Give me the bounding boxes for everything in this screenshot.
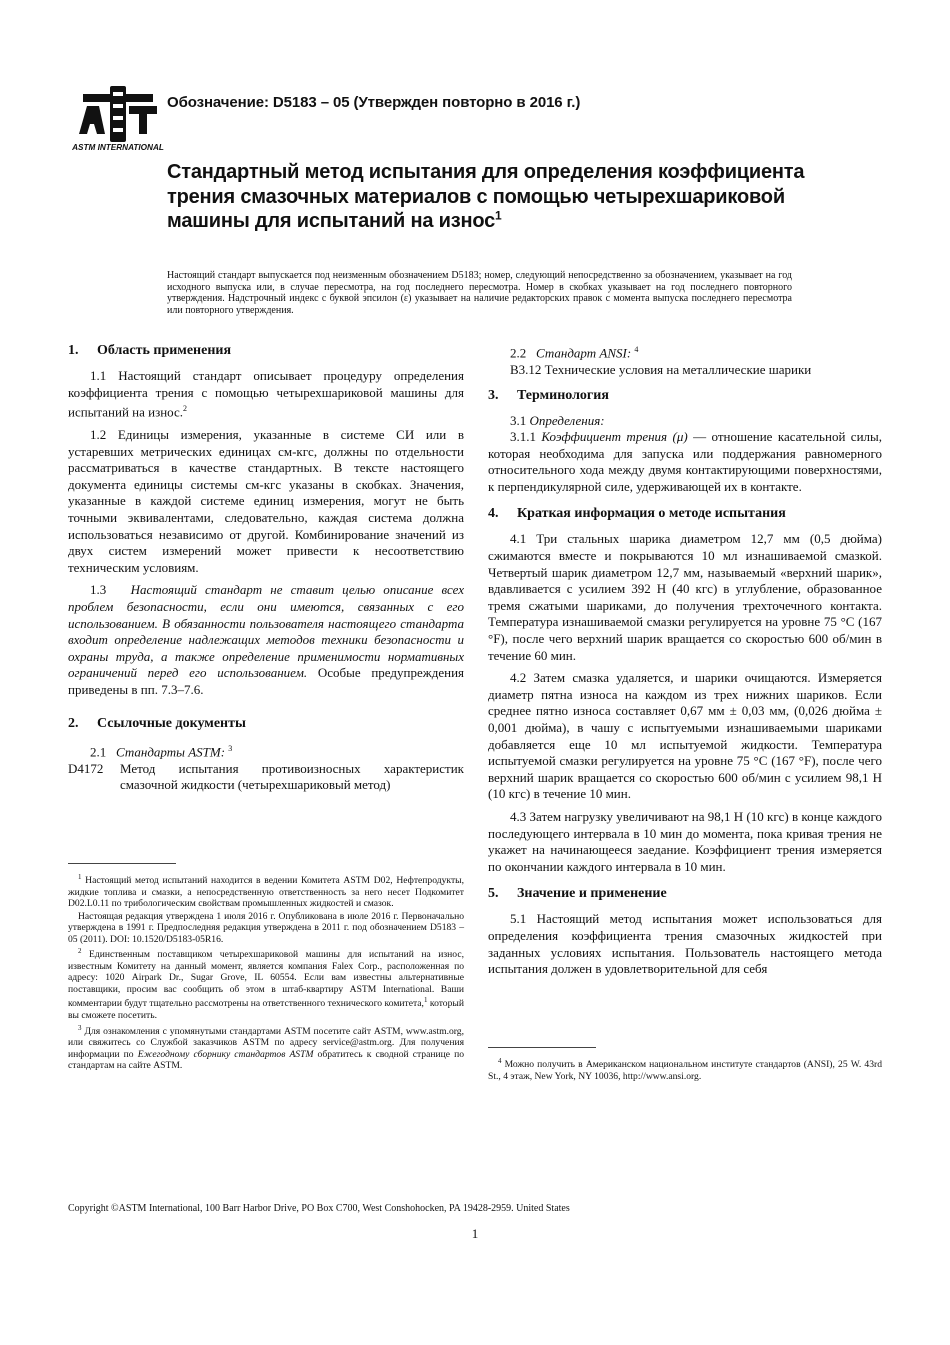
paragraph-1-2: 1.2 Единицы измерения, указанные в системе СИ или в устаревших метрических единицах см-кгс, должны по отдельности рассматриваться в качестве стандартных. В тексте настоящего документа единицы системы см-кгс указаны в скобках. Значения, указанные в каждой системе единиц измерения, могут не быть точными эквивалентами, следовательно, каждая система должна использоваться независимо от другой. Комбинирование значений из двух систем измерений может привести к несоответствию техническим условиям. bbox=[68, 427, 464, 575]
footnote-3: $^3$ Для ознакомления с упомянутыми стандартами ASTM посетите сайт ASTM, www.astm.org, или свяжитесь со Службой заказчиков ASTM по адресу service@astm.org. Для получения информации по Ежегодному сборнику стандартов ASTM обратитесь к сводной странице по стандартам на сайте ASTM. bbox=[68, 1023, 465, 1072]
paragraph-1-1: 1.1 Настоящий стандарт описывает процедуру определения коэффициента трения с помощью четырехшариковой машины для испытаний на износ.$^2$ bbox=[68, 368, 464, 420]
section-2-heading: 2. Ссылочные документы bbox=[68, 715, 246, 731]
logo-text: ASTM INTERNATIONAL bbox=[72, 143, 164, 152]
footnote-4: $^4$ Можно получить в Американском национальном институте стандартов (ANSI), 25 W. 43rd St., 4 этаж, New York, NY 10036, http://www.ansi.org. bbox=[488, 1057, 882, 1082]
title-footnote-ref[interactable]: 1 bbox=[495, 208, 502, 223]
astm-standards-label: 2.1 Стандарты ASTM: $^3$ bbox=[90, 743, 233, 759]
paragraph-1-3: 1.3 Настоящий стандарт не ставит целью описание всех проблем безопасности, если они имеются, связанных с его использованием. В обязанности пользователя настоящего стандарта входит определение надлежащих методов техники безопасности и охраны труда, а также определение применимости нормативных ограничений перед его использованием. Особые предупреждения приведены в пп. 7.3–7.6. bbox=[68, 582, 465, 698]
preamble: Настоящий стандарт выпускается под неизменным обозначением D5183; номер, следующий непосредственно за обозначением, указывает на год исходного выпуска или, в случае пересмотра, на год последнего пересмотра. Номер в скобках указывает на год последнего повторного утверждения. Надстрочный индекс с буквой эпсилон (ε) указывает на наличие редакторских правок с момента выпуска последнего пересмотра или повторного утверждения. bbox=[167, 270, 792, 317]
copyright-notice: Copyright ©ASTM International, 100 Barr Harbor Drive, PO Box C700, West Conshohocken, PA 19428-2959. United States bbox=[68, 1203, 570, 1214]
ansi-standard-label: 2.2 Стандарт ANSI: $^4$ bbox=[510, 345, 639, 361]
footnotes-right bbox=[488, 1047, 882, 1083]
right-column bbox=[488, 342, 882, 984]
title-text: Стандартный метод испытания для определения коэффициента трения смазочных материалов с помощью четырехшариковой машины для испытаний на износ bbox=[167, 161, 805, 232]
astm-logo bbox=[72, 84, 164, 152]
footnotes-left bbox=[68, 863, 464, 1073]
paragraph-4-2: 4.2 Затем смазка удаляется, и шарики очищаются. Измеряется диаметр пятна износа на каждом из трех нижних шариков. Если среднее пятно износа составляет 0,67 мм ± 0,03 мм, (0,026 дюйма ± 0,001 дюйма), в чашу с испытуемыми изнашиваемыми шариками добавляется еще 10 мл испытуемой жидкости. Температура испытуемой смазки регулируется на уровне 75 °C (167 °F), после чего верхний шарик вращается со скоростью 600 об/мин с усилием 98,1 Н (10 кгс) в течение 10 мин. bbox=[488, 670, 882, 802]
footnote-2: $^2$ Единственным поставщиком четырехшариковой машины для испытаний на износ, известным Комитету на данный момент, является компания Falex Corp., расположенная по адресу: 1020 Airpark Dr., Sugar Grove, IL 60554. Если вам известны альтернативные поставщики, просим вас сообщить об этом в штаб-квартиру ASTM International. Ваши комментарии будут тщательно рассмотрены на ответственного технического комитета,$^1$ который вы сможете посетить. bbox=[68, 947, 464, 1022]
footnote-divider bbox=[68, 863, 176, 864]
footnote-ref-4[interactable]: 4 bbox=[634, 345, 639, 354]
section-5-heading: 5. Значение и применение bbox=[488, 886, 667, 902]
paragraph-3-1-1: 3.1.1 Коэффициент трения (μ) — отношение касательной силы, которая необходима для запуска или поддержания равномерного относительного хода между двумя контактирующими поверхностями, к перпендикулярной силе, удерживающей их в контакте. bbox=[488, 429, 883, 494]
document-title bbox=[167, 160, 817, 234]
page-number: 1 bbox=[471, 1226, 479, 1241]
paragraph-4-1: 4.1 Три стальных шарика диаметром 12,7 мм (0,5 дюйма) сжимаются вместе и покрываются 10 мл изнашиваемой смазкой. Четвертый шарик диаметром 12,7 мм, называемый «верхний шарик», вдавливается с усилием 392 Н (40 кгс) в углубление, образованное тремя сжатыми шариками, до получения трехточечного контакта. Температура изнашиваемой смазки регулируется на уровне 75 °C (167 °F), после чего верхний шарик вращается со скоростью 600 об/мин в течение 60 мин. bbox=[488, 531, 882, 663]
footnote-1: $^1$ Настоящий метод испытаний находится в ведении Комитета ASTM D02, Нефтепродукты, жидкие топлива и смазки, а непосредственную ответственность за него несет Подкомитет D02.L0.11 по трибологическим свойствам промышленных жидкостей и смазок. bbox=[68, 873, 464, 910]
left-column bbox=[68, 342, 464, 794]
section-1-heading: 1. Область применения bbox=[68, 343, 232, 358]
definitions-label: 3.1 Определения: bbox=[510, 412, 605, 428]
paragraph-4-3: 4.3 Затем нагрузку увеличивают на 98,1 Н (10 кгс) в конце каждого последующего интервала в 10 мин до момента, пока кривая трения не укажет на начинающееся заедание. Коэффициент трения измеряется по окончании каждого интервала в 10 мин. bbox=[488, 808, 882, 874]
footnote-divider-right bbox=[488, 1047, 596, 1048]
section-3-heading: 3. Терминология bbox=[488, 387, 609, 403]
footnote-ref-3[interactable]: 3 bbox=[228, 743, 233, 753]
reference-b3-12: B3.12 Технические условия на металлические шарики bbox=[510, 361, 812, 377]
footnote-ref-2[interactable]: 2 bbox=[183, 404, 188, 414]
paragraph-5-1: 5.1 Настоящий метод испытания может использоваться для определения коэффициента трения смазочных жидкостей при заданных условиях испытания. Пользователь настоящего метода испытания должен в удовлетворительной для себя bbox=[488, 911, 882, 977]
section-4-heading: 4. Краткая информация о методе испытания bbox=[488, 506, 786, 522]
document-designation: Обозначение: D5183 – 05 (Утвержден повторно в 2016 г.) bbox=[167, 94, 581, 111]
reference-d4172: D4172 Метод испытания противоизносных характеристик смазочной жидкости (четырехшариковый метод) bbox=[68, 760, 464, 793]
footnote-1-edition: Настоящая редакция утверждена 1 июля 2016 г. Опубликована в июле 2016 г. Первоначально утверждена в 1991 г. Предпоследняя редакция утверждена в 2011 г. под обозначением D5183 – 05 (2011). DOI: 10.1520/D5183-05R16. bbox=[68, 910, 464, 945]
